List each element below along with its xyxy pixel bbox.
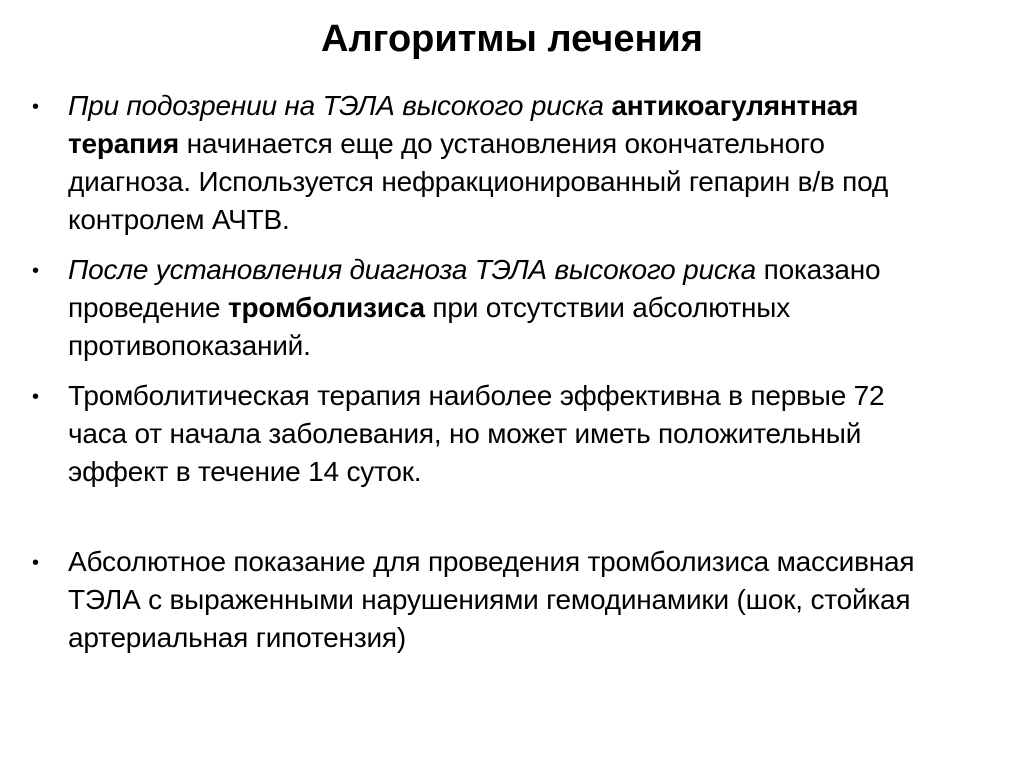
bullet-marker-icon: • [32,96,40,118]
bullet-text-3 [68,377,933,491]
bullet-marker-icon: • [32,386,40,408]
text-segment-italic: При подозрении на ТЭЛА высокого риска [68,90,612,121]
bullet-marker-icon: • [32,552,40,574]
text-segment-regular: при отсутствии абсолютных противопоказаний. [68,292,790,361]
text-segment-regular: начинается еще до установления окончательного диагноза. Используется нефракционированный гепарин в/в под контролем АЧТВ. [68,128,889,235]
text-segment-bold: тромболизиса [228,292,425,323]
bullet-item-4 [30,543,996,657]
text-segment-regular: показано проведение [68,254,881,323]
bullet-text-2 [68,251,933,365]
text-segment-bold: антикоагулянтная терапия [68,90,859,159]
bullet-text-1 [68,87,933,239]
slide-body [28,87,996,657]
bullet-text-4 [68,543,933,657]
bullet-marker-icon: • [32,260,40,282]
page-title: Алгоритмы лечения [321,18,703,60]
text-segment-italic: После установления диагноза ТЭЛА высокого риска [68,254,764,285]
bullet-item-1 [30,87,996,239]
text-segment-regular: Абсолютное показание для проведения тромболизиса массивная ТЭЛА с выраженными нарушениями гемодинамики (шок, стойкая артериальная гипотензия) [68,546,915,653]
bullet-item-3 [30,377,996,491]
text-segment-regular: Тромболитическая терапия наиболее эффективна в первые 72 часа от начала заболевания, но может иметь положительный эффект в течение 14 суток. [68,380,885,487]
bullet-item-2 [30,251,996,365]
